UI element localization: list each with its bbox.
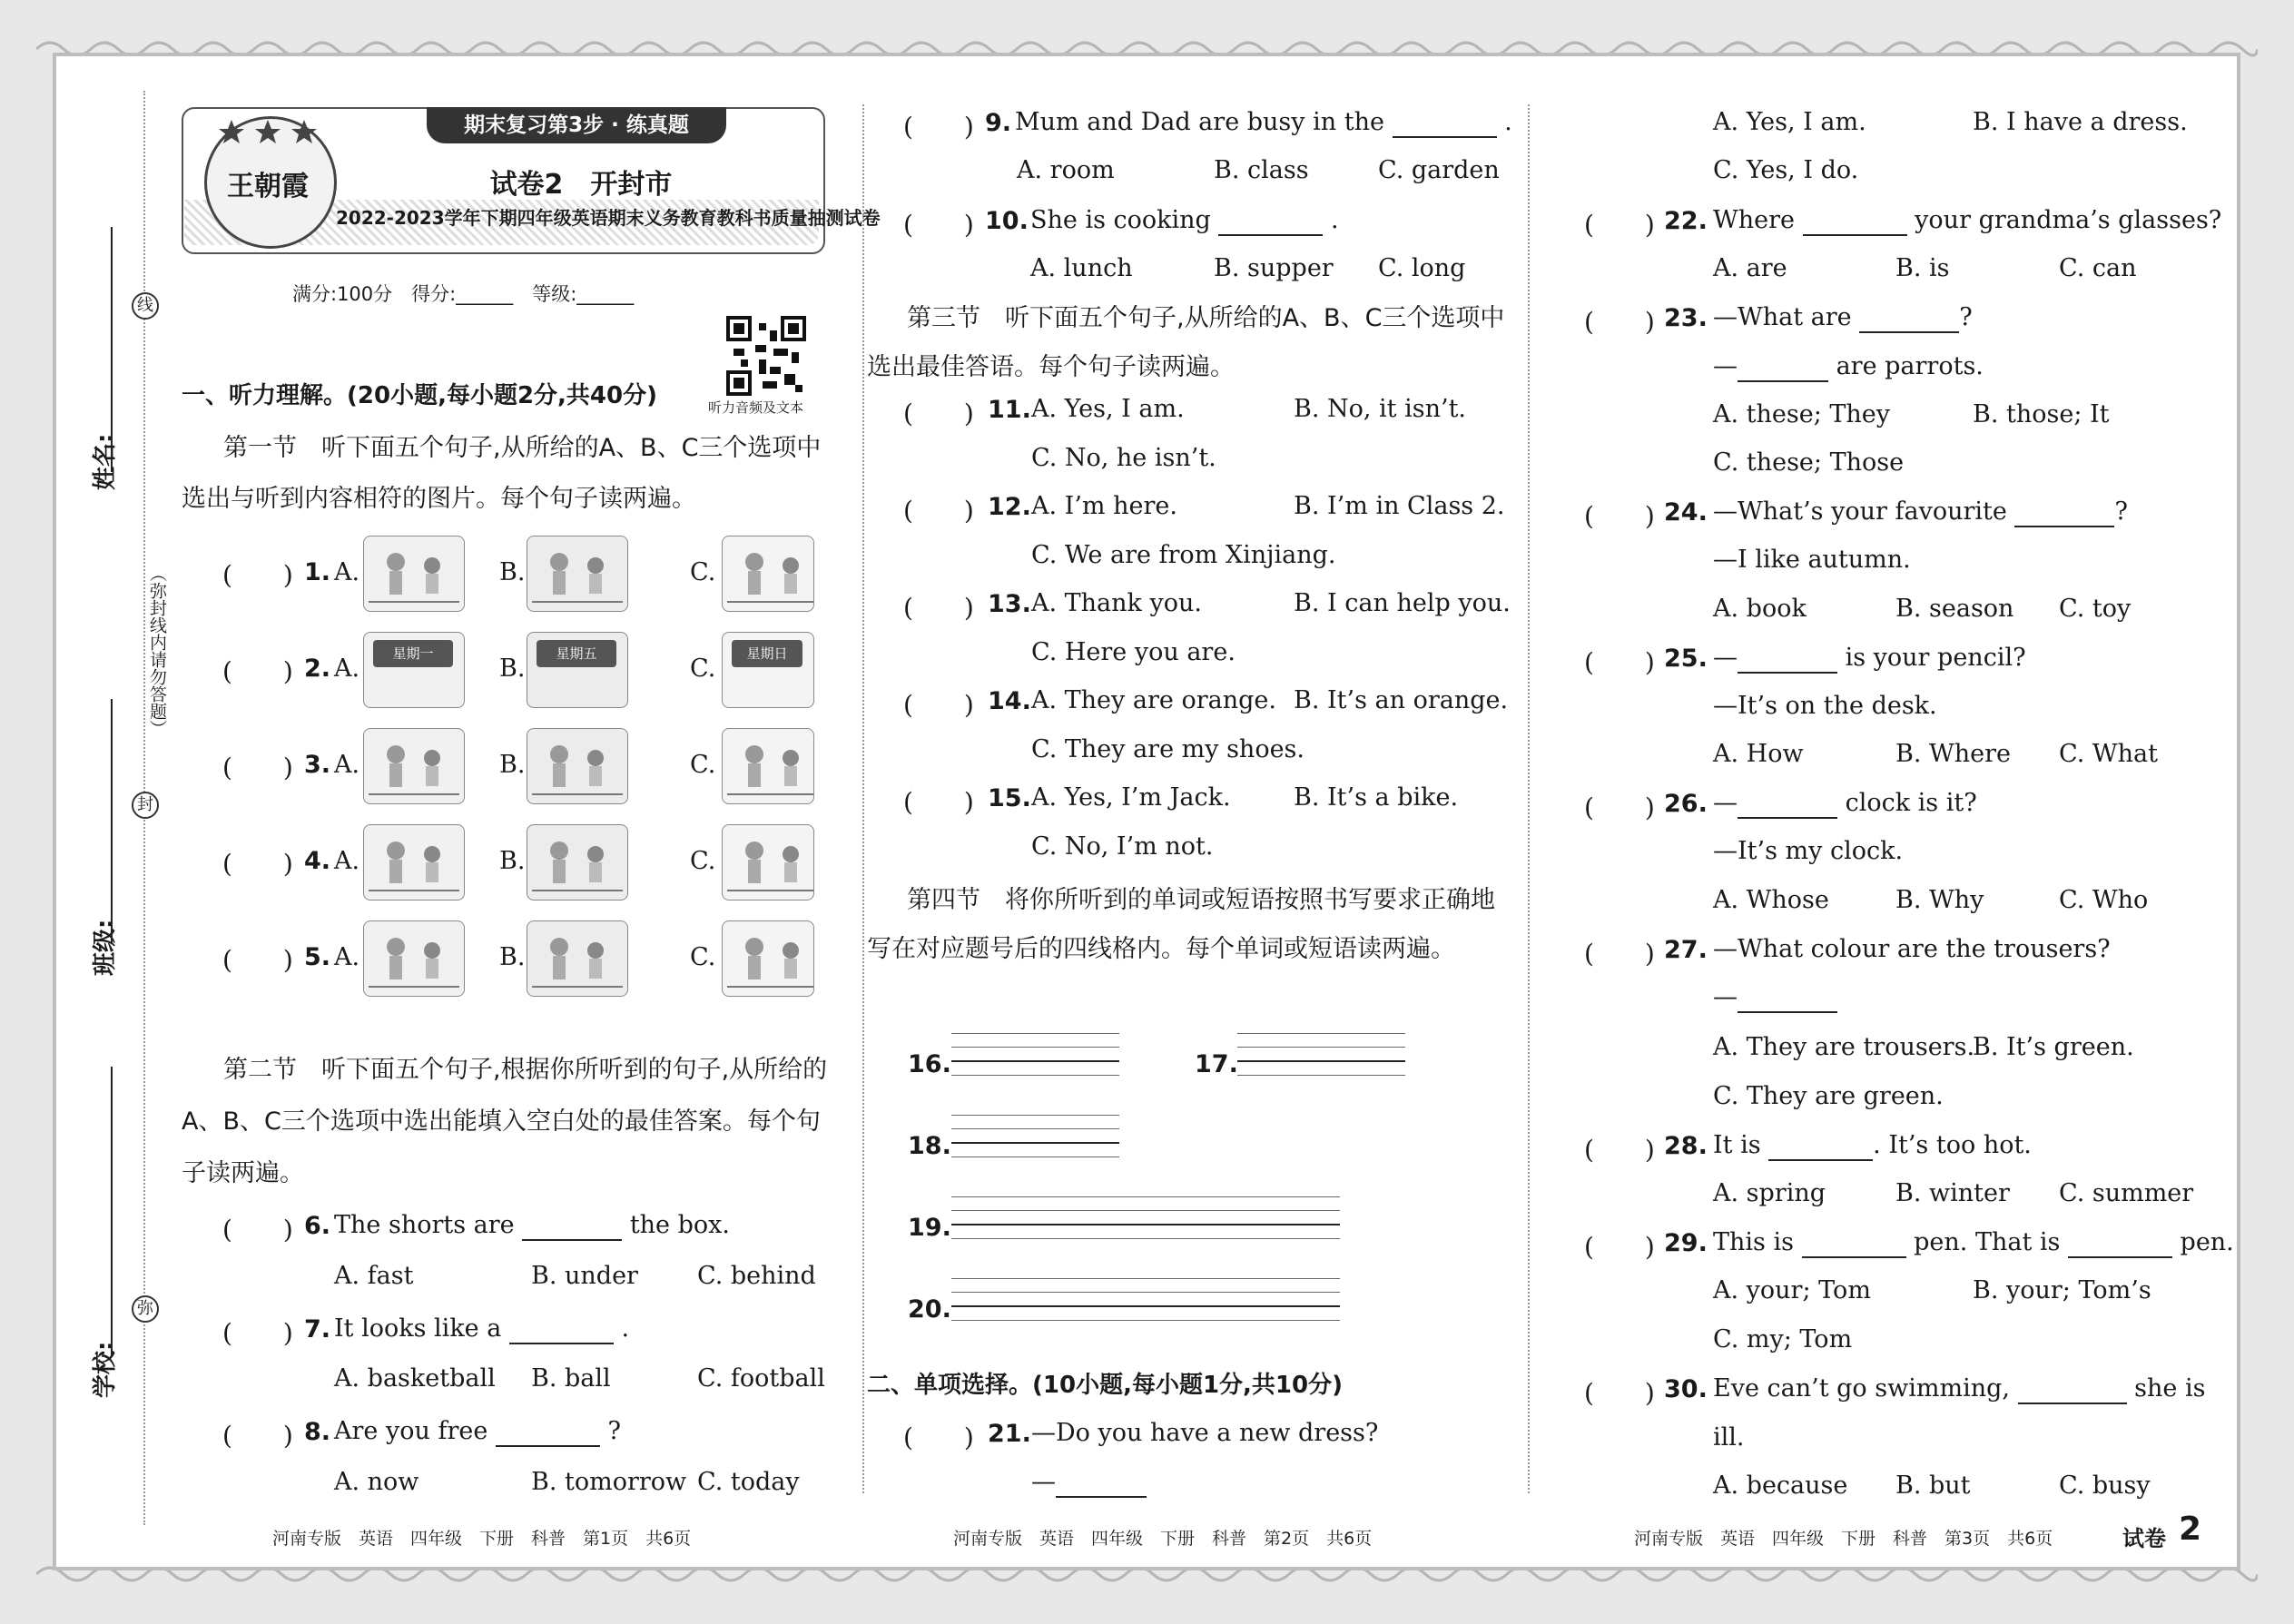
answer-option[interactable]: C. Here you are. xyxy=(1031,638,1236,666)
answer-option[interactable]: C. We are from Xinjiang. xyxy=(1031,541,1336,569)
answer-parentheses[interactable]: ( ) xyxy=(1584,210,1655,240)
answer-parentheses[interactable]: ( ) xyxy=(1584,1378,1655,1408)
answer-option[interactable]: B. your; Tom’s xyxy=(1973,1276,2151,1304)
option-picture-spring-scene[interactable] xyxy=(722,824,814,901)
answer-blank[interactable] xyxy=(1768,1131,1873,1161)
question-number: 24. xyxy=(1664,498,1708,527)
answer-option[interactable]: B. season xyxy=(1895,595,2014,623)
illustration-icon xyxy=(527,536,627,611)
answer-blank[interactable] xyxy=(2068,1228,2172,1258)
answer-parentheses[interactable]: ( ) xyxy=(903,399,974,428)
illustration-icon xyxy=(364,536,464,611)
write-number: 17. xyxy=(1195,1050,1238,1078)
question-number: 21. xyxy=(988,1420,1031,1448)
answer-option[interactable]: B. I can help you. xyxy=(1294,589,1511,617)
four-line-grid[interactable] xyxy=(1237,1033,1405,1088)
column-divider-2 xyxy=(1528,104,1530,1493)
question-text: Where your grandma’s glasses? xyxy=(1713,206,2222,234)
answer-option[interactable]: C. What xyxy=(2059,740,2158,768)
illustration-icon xyxy=(527,729,627,803)
option-letter: C. xyxy=(690,558,716,586)
calendar-label: 星期五 xyxy=(537,640,616,667)
question-number: 1. xyxy=(304,558,331,586)
answer-parentheses[interactable]: ( ) xyxy=(222,753,293,782)
answer-parentheses[interactable]: ( ) xyxy=(222,560,293,590)
answer-option[interactable]: A. I’m here. xyxy=(1031,492,1177,520)
four-line-grid[interactable] xyxy=(951,1196,1340,1252)
answer-option[interactable]: B. supper xyxy=(1214,254,1334,282)
answer-option[interactable]: C. football xyxy=(697,1364,825,1393)
question-text: —It’s my clock. xyxy=(1713,837,1904,865)
write-number: 18. xyxy=(908,1132,951,1160)
answer-option[interactable]: A. Yes, I’m Jack. xyxy=(1031,783,1231,812)
answer-blank[interactable] xyxy=(1738,352,1828,382)
answer-blank[interactable] xyxy=(1738,983,1837,1013)
answer-option[interactable]: B. No, it isn’t. xyxy=(1294,395,1467,423)
option-picture-kids-autumn[interactable] xyxy=(722,920,814,997)
answer-blank[interactable] xyxy=(1393,108,1497,138)
part3-intro: 第三节 听下面五个句子,从所给的A、B、C三个选项中选出最佳答语。每个句子读两遍。 xyxy=(867,304,1505,381)
question-number: 6. xyxy=(304,1212,331,1240)
question-text: — xyxy=(1713,983,1837,1013)
answer-parentheses[interactable]: ( ) xyxy=(903,496,974,526)
answer-option[interactable]: C. They are my shoes. xyxy=(1031,735,1305,763)
question-number: 27. xyxy=(1664,936,1708,964)
answer-option[interactable]: C. Yes, I do. xyxy=(1713,156,1859,184)
answer-option[interactable]: A. fast xyxy=(334,1262,414,1290)
answer-option[interactable]: C. No, he isn’t. xyxy=(1031,444,1216,472)
answer-option[interactable]: C. today xyxy=(697,1468,800,1496)
answer-option[interactable]: A. Whose xyxy=(1713,886,1829,914)
question-text: Mum and Dad are busy in the . xyxy=(1015,108,1512,136)
answer-option[interactable]: B. Where xyxy=(1895,740,2012,768)
school-label: 学校: xyxy=(92,1341,119,1398)
illustration-icon xyxy=(527,921,627,996)
question-text: This is pen. That is pen. xyxy=(1713,1228,2234,1256)
name-label: 姓名: xyxy=(92,433,119,490)
column-divider-1 xyxy=(862,104,864,1493)
answer-parentheses[interactable]: ( ) xyxy=(903,210,974,240)
answer-parentheses[interactable]: ( ) xyxy=(222,1318,293,1348)
answer-option[interactable]: B. I have a dress. xyxy=(1973,108,2188,136)
binding-warning: （弥封线内请勿答题） xyxy=(147,565,167,737)
question-text: It looks like a . xyxy=(334,1314,630,1343)
option-picture-girl-washing[interactable] xyxy=(527,728,628,804)
option-letter: B. xyxy=(499,943,526,971)
question-text: The shorts are the box. xyxy=(334,1211,730,1239)
option-picture-kids-running[interactable] xyxy=(722,536,814,612)
section1-title: 一、听力理解。(20小题,每小题2分,共40分) xyxy=(182,382,657,409)
four-line-grid[interactable] xyxy=(951,1033,1119,1088)
seal-mark-feng: 封 xyxy=(132,792,159,819)
option-letter: C. xyxy=(690,751,716,779)
question-number: 26. xyxy=(1664,790,1708,818)
illustration-icon xyxy=(723,825,814,900)
answer-option[interactable]: B. It’s an orange. xyxy=(1294,686,1509,714)
answer-option[interactable]: C. No, I’m not. xyxy=(1031,832,1214,861)
option-picture-calendar-sunday[interactable] xyxy=(722,632,814,708)
answer-option[interactable]: B. class xyxy=(1214,156,1309,184)
answer-option[interactable]: A. They are trousers. xyxy=(1713,1033,1975,1061)
answer-parentheses[interactable]: ( ) xyxy=(903,1422,974,1452)
option-picture-summer-scene[interactable] xyxy=(527,824,628,901)
question-text: —What are ? xyxy=(1713,303,1973,331)
question-text: —Do you have a new dress? xyxy=(1031,1419,1379,1447)
question-number: 12. xyxy=(988,493,1031,521)
option-letter: A. xyxy=(334,943,360,971)
question-number: 5. xyxy=(304,943,331,971)
answer-blank[interactable] xyxy=(509,1314,614,1344)
question-number: 8. xyxy=(304,1418,331,1446)
answer-blank[interactable] xyxy=(1803,206,1907,236)
option-picture-picnic[interactable] xyxy=(363,920,465,997)
answer-option[interactable]: C. garden xyxy=(1378,156,1500,184)
question-text: —It’s on the desk. xyxy=(1713,692,1937,720)
answer-option[interactable]: A. basketball xyxy=(334,1364,496,1393)
option-picture-tree-boy[interactable] xyxy=(527,920,628,997)
four-line-grid[interactable] xyxy=(951,1278,1340,1334)
option-letter: A. xyxy=(334,558,360,586)
answer-parentheses[interactable]: ( ) xyxy=(903,593,974,623)
answer-parentheses[interactable]: ( ) xyxy=(222,1421,293,1451)
question-number: 23. xyxy=(1664,304,1708,332)
name-line xyxy=(111,227,113,472)
question-text: — is your pencil? xyxy=(1713,644,2026,672)
section2-title: 二、单项选择。(10小题,每小题1分,共10分) xyxy=(867,1372,1343,1399)
question-number: 22. xyxy=(1664,207,1708,235)
answer-blank[interactable] xyxy=(1738,644,1837,674)
answer-parentheses[interactable]: ( ) xyxy=(903,690,974,720)
question-text: —What colour are the trousers? xyxy=(1713,935,2111,963)
question-number: 7. xyxy=(304,1315,331,1343)
answer-parentheses[interactable]: ( ) xyxy=(1584,939,1655,969)
answer-option[interactable]: A. Yes, I am. xyxy=(1713,108,1866,136)
write-number: 16. xyxy=(908,1050,951,1078)
answer-option[interactable]: A. are xyxy=(1713,254,1787,282)
question-number: 15. xyxy=(988,784,1031,812)
answer-option[interactable]: A. Thank you. xyxy=(1031,589,1202,617)
answer-option[interactable]: A. They are orange. xyxy=(1031,686,1276,714)
score-line: 满分:100分 得分:______ 等级:______ xyxy=(292,283,635,305)
question-text: —What’s your favourite ? xyxy=(1713,497,2128,526)
answer-option[interactable]: C. long xyxy=(1378,254,1466,282)
question-number: 14. xyxy=(988,687,1031,715)
answer-option[interactable]: B. Why xyxy=(1895,886,1984,914)
option-letter: A. xyxy=(334,655,360,683)
answer-option[interactable]: A. your; Tom xyxy=(1713,1276,1871,1304)
option-letter: B. xyxy=(499,558,526,586)
illustration-icon xyxy=(527,825,627,900)
question-text: — clock is it? xyxy=(1713,789,1977,817)
answer-option[interactable]: B. is xyxy=(1895,254,1950,282)
answer-option[interactable]: B. winter xyxy=(1895,1179,2010,1207)
question-number: 11. xyxy=(988,396,1031,424)
option-picture-girl-cooking[interactable] xyxy=(722,728,814,804)
answer-blank[interactable] xyxy=(1218,206,1323,236)
question-number: 13. xyxy=(988,590,1031,618)
answer-parentheses[interactable]: ( ) xyxy=(1584,647,1655,677)
answer-option[interactable]: A. because xyxy=(1713,1471,1848,1500)
answer-blank[interactable] xyxy=(1802,1228,1906,1258)
answer-parentheses[interactable]: ( ) xyxy=(222,849,293,879)
part1-intro: 第一节 听下面五个句子,从所给的A、B、C三个选项中选出与听到内容相符的图片。每个句子读两遍。 xyxy=(182,434,822,513)
seal-mark-xian: 线 xyxy=(132,292,159,320)
answer-option[interactable]: C. summer xyxy=(2059,1179,2194,1207)
calendar-label: 星期一 xyxy=(373,640,453,667)
answer-option[interactable]: B. ball xyxy=(531,1364,611,1393)
answer-option[interactable]: B. under xyxy=(531,1262,638,1290)
option-letter: C. xyxy=(690,943,716,971)
question-number: 3. xyxy=(304,751,331,779)
answer-option[interactable]: B. those; It xyxy=(1973,400,2110,428)
answer-option[interactable]: B. I’m in Class 2. xyxy=(1294,492,1505,520)
answer-parentheses[interactable]: ( ) xyxy=(903,112,974,142)
part4-intro: 第四节 将你所听到的单词或短语按照书写要求正确地写在对应题号后的四线格内。每个单词或短语读两遍。 xyxy=(867,886,1495,963)
option-letter: B. xyxy=(499,655,526,683)
footer-page1: 河南专版 英语 四年级 下册 科普 第1页 共6页 xyxy=(272,1529,692,1549)
option-picture-calendar-friday[interactable] xyxy=(527,632,628,708)
qr-caption: 听力音频及文本 xyxy=(708,399,804,416)
answer-option[interactable]: B. It’s green. xyxy=(1973,1033,2134,1061)
answer-blank[interactable] xyxy=(2018,1374,2127,1404)
calendar-label: 星期日 xyxy=(732,640,802,667)
answer-option[interactable]: C. these; Those xyxy=(1713,448,1905,477)
question-number: 10. xyxy=(985,207,1029,235)
question-text: — are parrots. xyxy=(1713,352,1984,380)
answer-option[interactable]: C. my; Tom xyxy=(1713,1325,1853,1353)
question-text: —I like autumn. xyxy=(1713,546,1911,574)
illustration-icon xyxy=(364,729,464,803)
answer-option[interactable]: C. They are green. xyxy=(1713,1082,1944,1110)
answer-option[interactable]: A. lunch xyxy=(1030,254,1133,282)
answer-parentheses[interactable]: ( ) xyxy=(222,945,293,975)
question-text: ill. xyxy=(1713,1423,1745,1452)
answer-option[interactable]: C. Who xyxy=(2059,886,2149,914)
class-label: 班级: xyxy=(92,919,119,976)
question-text: It is . It’s too hot. xyxy=(1713,1131,2032,1159)
answer-blank[interactable] xyxy=(1056,1468,1147,1498)
paper-number: 2 xyxy=(2179,1511,2202,1548)
option-picture-dragon-boat[interactable] xyxy=(527,536,628,612)
seal-mark-mi: 弥 xyxy=(132,1295,159,1323)
school-line xyxy=(111,1067,113,1357)
answer-option[interactable]: B. but xyxy=(1895,1471,1971,1500)
answer-parentheses[interactable]: ( ) xyxy=(903,787,974,817)
question-text: — xyxy=(1031,1468,1147,1498)
qr-code-icon[interactable] xyxy=(726,316,806,396)
answer-parentheses[interactable]: ( ) xyxy=(1584,1135,1655,1165)
option-letter: B. xyxy=(499,751,526,779)
answer-option[interactable]: A. these; They xyxy=(1713,400,1891,428)
answer-blank[interactable] xyxy=(2014,497,2114,527)
paper-label: 试卷 xyxy=(2122,1526,2166,1551)
part2-intro: 第二节 听下面五个句子,根据你所听到的句子,从所给的A、B、C三个选项中选出能填入空白处的最佳答案。每个句子读两遍。 xyxy=(182,1056,828,1187)
answer-blank[interactable] xyxy=(522,1211,622,1241)
question-number: 30. xyxy=(1664,1375,1708,1403)
answer-option[interactable]: A. spring xyxy=(1713,1179,1826,1207)
answer-parentheses[interactable]: ( ) xyxy=(1584,792,1655,822)
write-number: 19. xyxy=(908,1214,951,1242)
question-number: 25. xyxy=(1664,645,1708,673)
review-tag: 期末复习第3步 · 练真题 xyxy=(427,107,726,143)
answer-option[interactable]: A. room xyxy=(1017,156,1115,184)
illustration-icon xyxy=(723,729,814,803)
answer-blank[interactable] xyxy=(496,1417,600,1447)
answer-parentheses[interactable]: ( ) xyxy=(1584,501,1655,531)
answer-blank[interactable] xyxy=(1859,303,1959,333)
illustration-icon xyxy=(723,536,814,611)
answer-parentheses[interactable]: ( ) xyxy=(1584,1232,1655,1262)
question-number: 29. xyxy=(1664,1229,1708,1257)
footer-page2: 河南专版 英语 四年级 下册 科普 第2页 共6页 xyxy=(953,1529,1373,1549)
option-picture-calendar-monday[interactable] xyxy=(363,632,465,708)
answer-parentheses[interactable]: ( ) xyxy=(222,1215,293,1245)
answer-option[interactable]: A. Yes, I am. xyxy=(1031,395,1185,423)
answer-option[interactable]: C. toy xyxy=(2059,595,2132,623)
answer-blank[interactable] xyxy=(1738,789,1837,819)
question-text: She is cooking . xyxy=(1030,206,1339,234)
paper-title: 试卷2 开封市 xyxy=(489,169,673,201)
write-number: 20. xyxy=(908,1295,951,1324)
question-number: 2. xyxy=(304,655,331,683)
illustration-icon xyxy=(364,825,464,900)
answer-parentheses[interactable]: ( ) xyxy=(1584,307,1655,337)
answer-option[interactable]: C. behind xyxy=(697,1262,816,1290)
answer-option[interactable]: C. busy xyxy=(2059,1471,2151,1500)
option-picture-girl-sweeping[interactable] xyxy=(363,728,465,804)
option-picture-children-playing[interactable] xyxy=(363,536,465,612)
four-line-grid[interactable] xyxy=(951,1115,1119,1170)
question-number: 9. xyxy=(985,109,1012,137)
question-number: 4. xyxy=(304,847,331,875)
option-picture-winter-scene[interactable] xyxy=(363,824,465,901)
class-line xyxy=(111,699,113,944)
paper-subtitle: 2022-2023学年下期四年级英语期末义务教育教科书质量抽测试卷 xyxy=(336,207,881,229)
question-number: 28. xyxy=(1664,1132,1708,1160)
answer-parentheses[interactable]: ( ) xyxy=(222,656,293,686)
answer-option[interactable]: B. tomorrow xyxy=(531,1468,687,1496)
answer-option[interactable]: A. now xyxy=(334,1468,419,1496)
illustration-icon xyxy=(364,921,464,996)
question-text: Are you free ? xyxy=(334,1417,621,1445)
logo-text: 王朝霞 xyxy=(227,171,309,202)
answer-option[interactable]: C. can xyxy=(2059,254,2137,282)
option-letter: A. xyxy=(334,751,360,779)
logo-stars-icon xyxy=(218,118,318,145)
answer-option[interactable]: B. It’s a bike. xyxy=(1294,783,1459,812)
answer-option[interactable]: A. How xyxy=(1713,740,1804,768)
footer-page3: 河南专版 英语 四年级 下册 科普 第3页 共6页 xyxy=(1634,1529,2053,1549)
option-letter: C. xyxy=(690,655,716,683)
option-letter: A. xyxy=(334,847,360,875)
answer-option[interactable]: A. book xyxy=(1713,595,1807,623)
option-letter: B. xyxy=(499,847,526,875)
illustration-icon xyxy=(723,921,814,996)
option-letter: C. xyxy=(690,847,716,875)
question-text: Eve can’t go swimming, she is xyxy=(1713,1374,2206,1403)
